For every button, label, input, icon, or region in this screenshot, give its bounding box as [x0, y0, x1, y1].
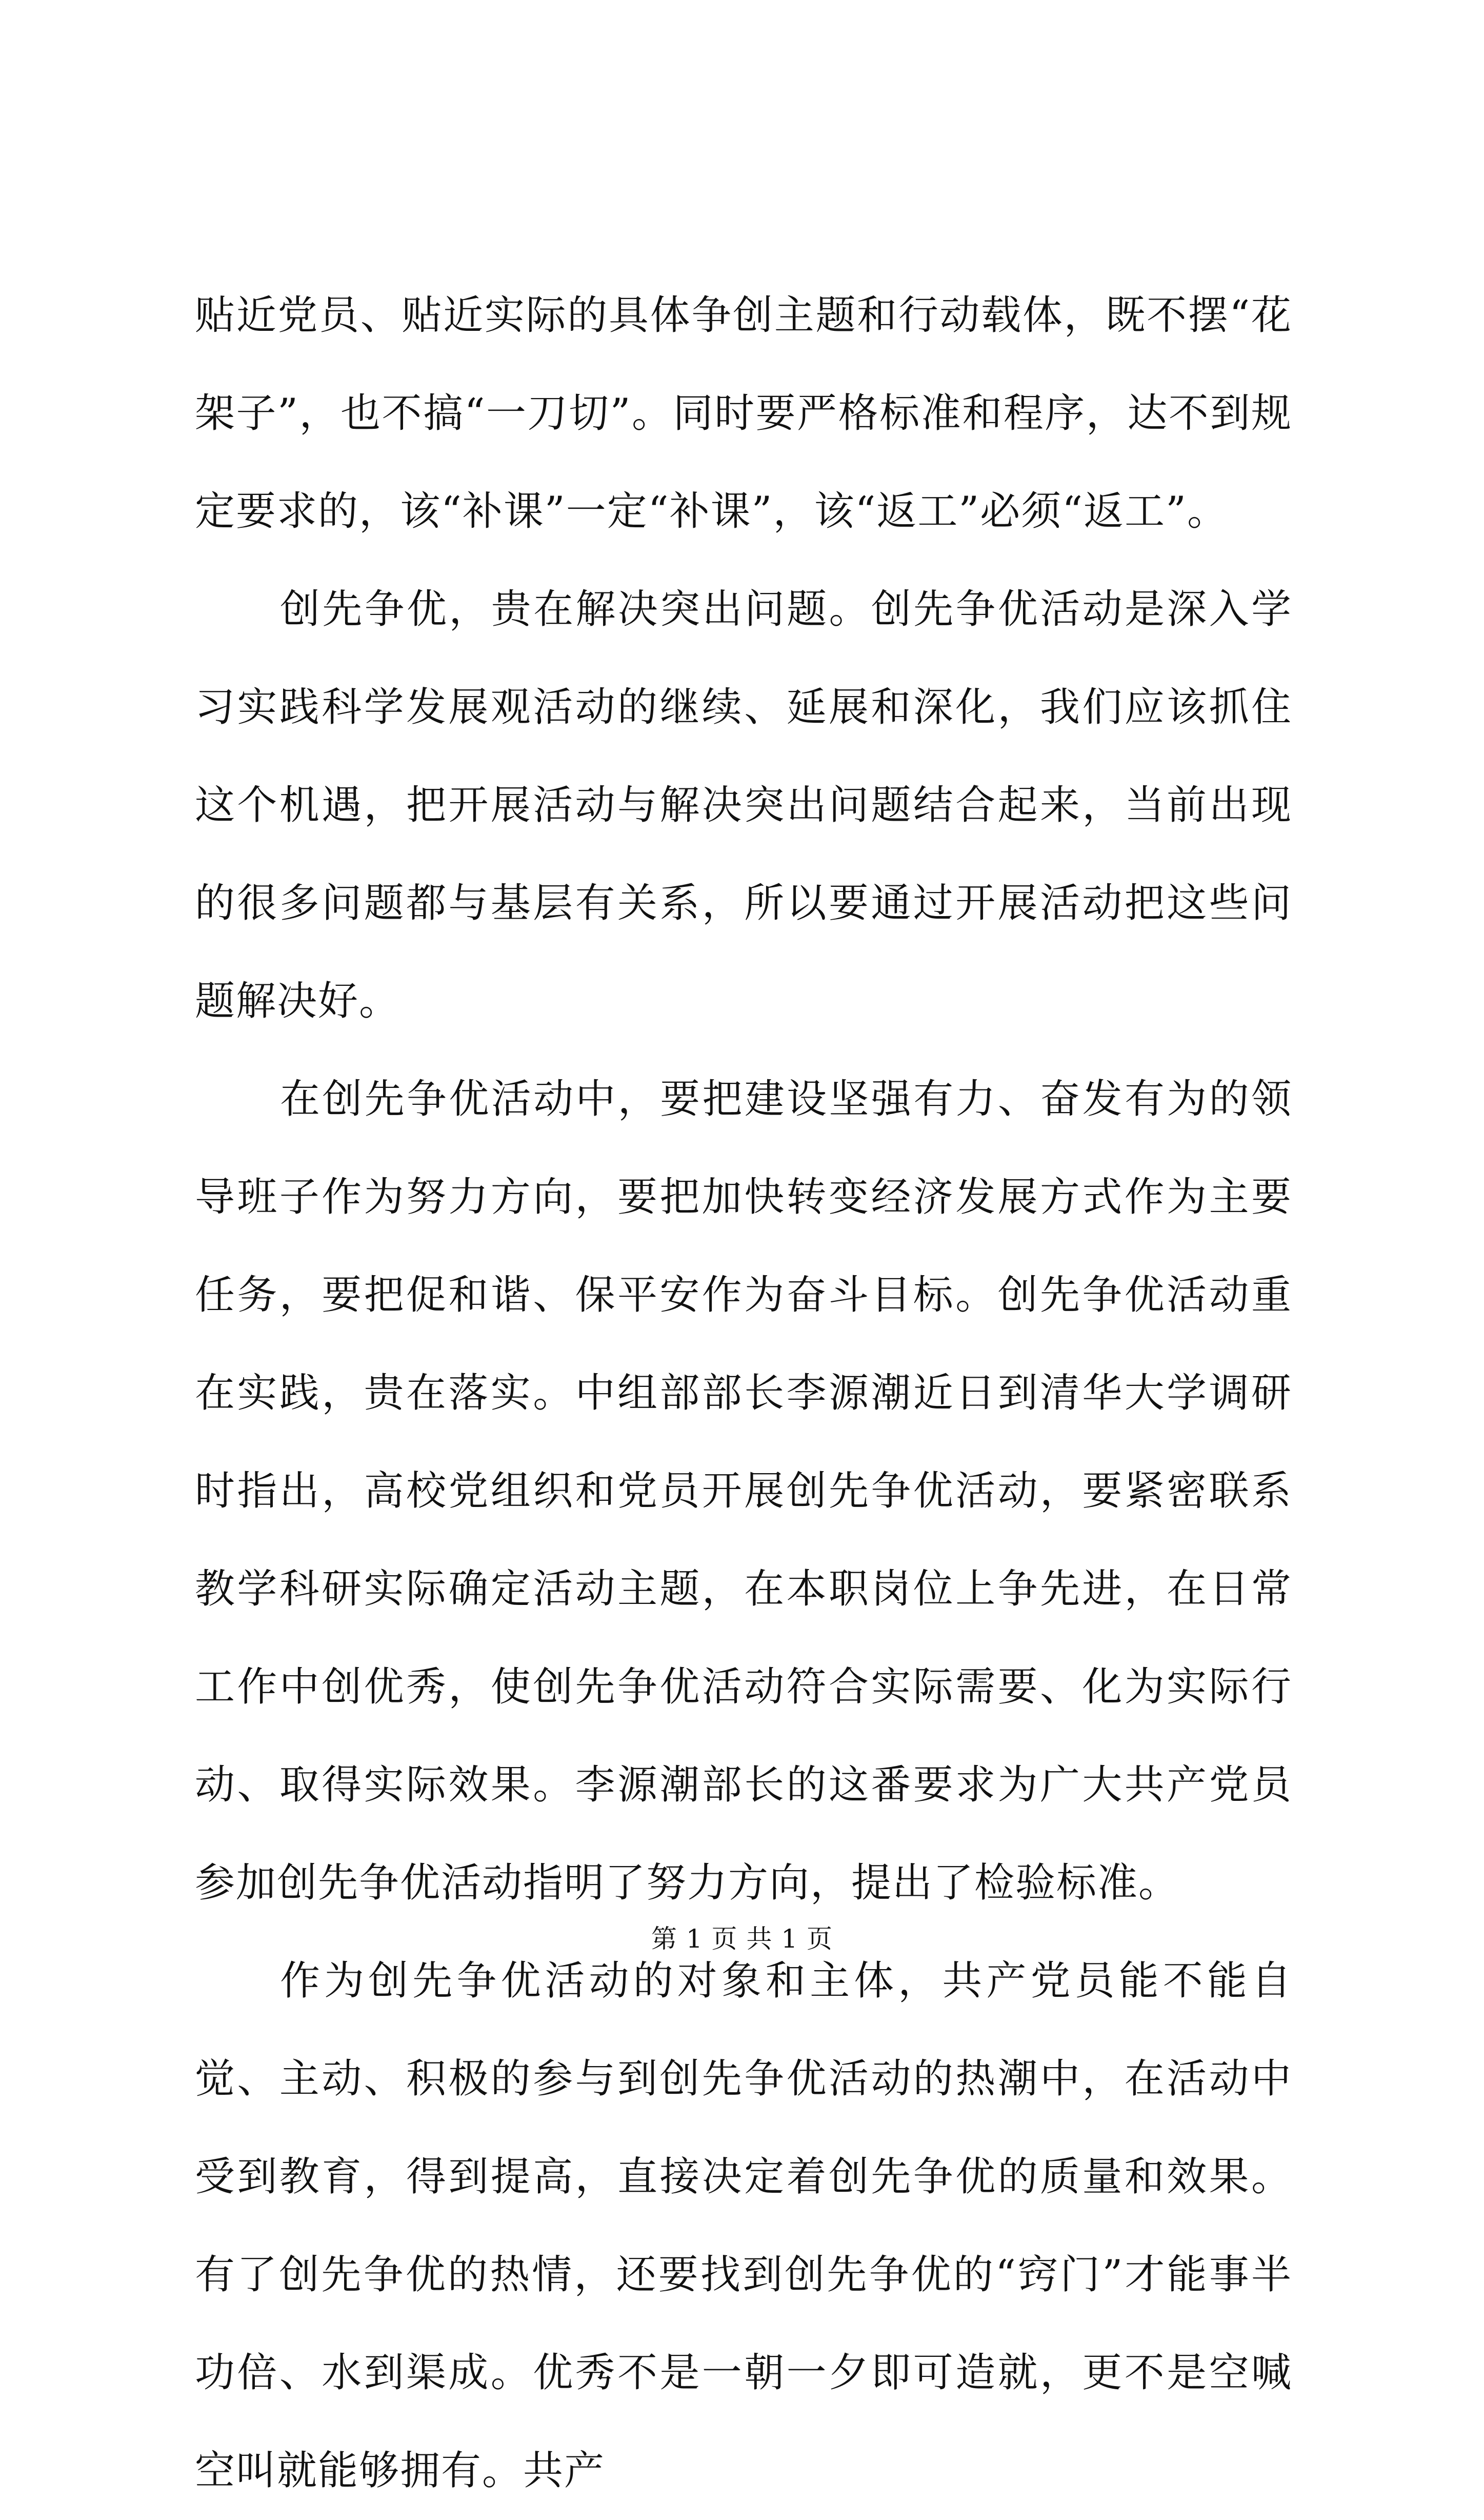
page-footer: 第 1 页 共 1 页 — [651, 1924, 833, 1954]
document-body — [195, 267, 1292, 2520]
paragraph-4: 作为创先争优活动的对象和主体，共产党员能不能自觉、主动、积极的参与到创先争优活动的热潮中，在活动中受到教育，得到提高，直接决定着创先争优的质量和效果。有了创先争优的热情，还要找到创先争优的“窍门”才能事半功倍、水到渠成。优秀不是一朝一夕即可造就，更不是空喊空叫就能够拥有。共产 — [195, 1958, 1292, 2494]
paragraph-1: 贴近党员、贴近实际的具体争创主题和行动载体，既不摆“花架子”，也不搞“一刀切”。同时要严格标准和程序，达不到规定要求的，该“补课”一定“补课”，该“返工”必须“返工”。 — [195, 292, 1292, 534]
paragraph-2: 创先争优，贵在解决突出问题。创先争优活动是深入学习实践科学发展观活动的继续、延展和深化，我们应该抓住这个机遇，把开展活动与解决突出问题结合起来，当前出现的很多问题都与基层有关系，所以要通过开展活动把这些问题解决好。 — [195, 586, 1292, 1024]
paragraph-3: 在创先争优活动中，要把建设坚强有力、奋发有为的领导班子作为努力方向，要把加快转变经济发展方式作为主要任务，要把促和谐、保平安作为奋斗目标。创先争优活动重在实践，贵在落实。中组部部长李源潮近日到清华大学调研时指出，高校党组织和党员开展创先争优活动，要紧密联系教学科研实际确定活动主题，在本职岗位上争先进，在日常工作中创优秀，使创先争优活动符合实际需要、化为实际行动、取得实际效果。李源潮部长的这番要求为广大共产党员参加创先争优活动指明了努力方向，提出了检验标准。 — [195, 1076, 1292, 1906]
